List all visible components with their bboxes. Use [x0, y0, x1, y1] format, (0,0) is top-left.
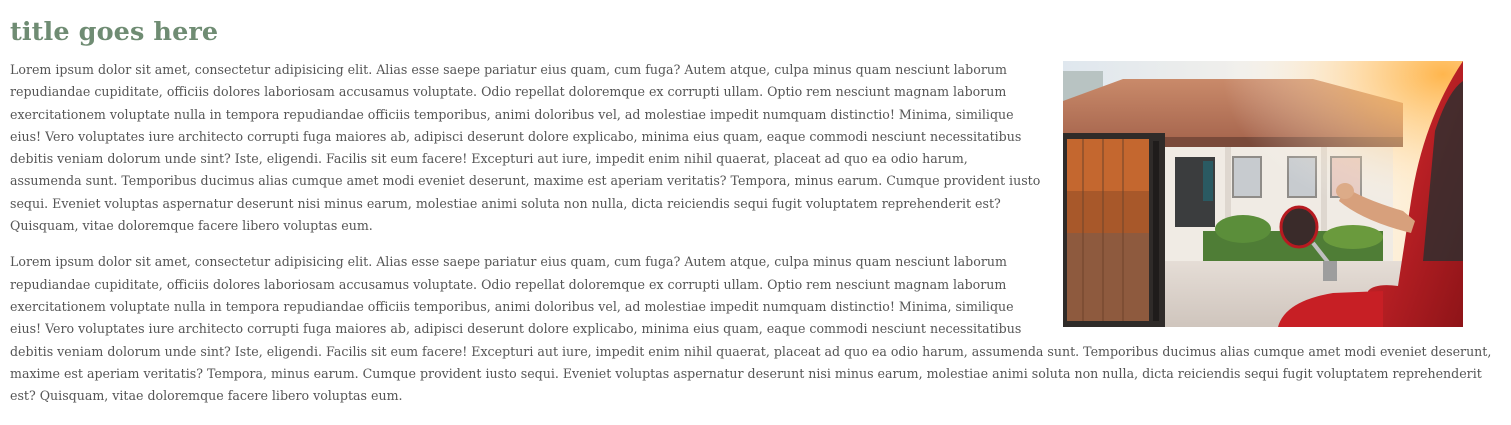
page-title: title goes here [10, 17, 219, 47]
house-car-photo [1063, 61, 1463, 327]
paragraph-1: Lorem ipsum dolor sit amet, consectetur adipisicing elit. Alias esse saepe pariatur eius quam, cum fuga? Autem atque, culpa minus quam nesciunt laborum repudiandae cupiditate, officiis dolores laboriosam accusamus voluptate. Odio repellat doloremque ex corrupti ullam. Optio rem nesciunt magnam laborum exercitationem voluptate nulla in tempora repudiandae officiis temporibus, animi doloribus vel, ad molestiae impedit numquam distinctio! Minima, similique eius! Vero voluptates iure architecto corrupti fuga maiores ab, adipisci deserunt dolore explicabo, minima eius quam, eaque commodi nesciunt necessitatibus debitis veniam dolorum unde sint? Iste, eligendi. Facilis sit eum facere! Excepturi aut iure, impedit enim nihil quaerat, placeat ad quo ea odio harum, assumenda sunt. Temporibus ducimus alias cumque amet modi eveniet deserunt, maxime est aperiam veritatis? Tempora, minus earum. Cumque provident iusto sequi. Eveniet voluptas aspernatur deserunt nisi minus earum, molestiae animi soluta non nulla, dicta reiciendis sequi fugit voluptatem reprehenderit est? Quisquam, vitae doloremque facere libero voluptas eum. [10, 62, 1041, 234]
paragraph-2: Lorem ipsum dolor sit amet, consectetur adipisicing elit. Alias esse saepe pariatur eius quam, cum fuga? Autem atque, culpa minus quam nesciunt laborum repudiandae cupiditate, officiis dolores laboriosam accusamus voluptate. Odio repellat doloremque ex corrupti ullam. Optio rem nesciunt magnam laborum exercitationem voluptate nulla in tempora repudiandae officiis temporibus, animi doloribus vel, ad molestiae impedit numquam distinctio! Minima, similique eius! Vero voluptates iure architecto corrupti fuga maiores ab, adipisci deserunt dolore explicabo, minima eius quam, eaque commodi nesciunt necessitatibus debitis veniam dolorum unde sint? Iste, eligendi. Facilis sit eum facere! Excepturi aut iure, impedit enim nihil quaerat, placeat ad quo ea odio harum, assumenda sunt. Temporibus ducimus alias cumque amet modi eveniet deserunt, maxime est aperiam veritatis? Tempora, minus earum. Cumque provident iusto sequi. Eveniet voluptas aspernatur deserunt nisi minus earum, molestiae animi soluta non nulla, dicta reiciendis sequi fugit voluptatem reprehenderit est? Quisquam, vitae doloremque facere libero voluptas eum. [10, 254, 1492, 404]
photo-illustration [1063, 61, 1463, 327]
